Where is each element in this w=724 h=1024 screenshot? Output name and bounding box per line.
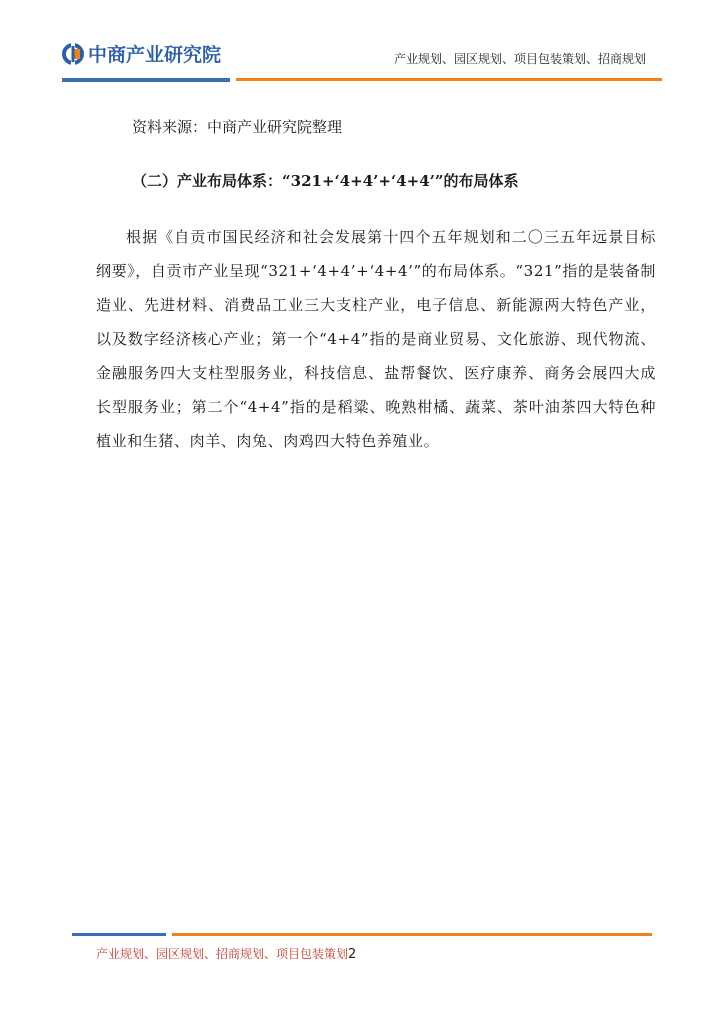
footer-text: 产业规划、园区规划、招商规划、项目包装策划	[96, 947, 349, 961]
section-heading: （二）产业布局体系：“321+‘4+4’+‘4+4’”的布局体系	[132, 172, 519, 190]
zhongshang-logo-icon	[62, 43, 84, 65]
brand-name: 中商产业研究院	[88, 44, 222, 66]
header-divider-orange	[236, 78, 662, 81]
document-body	[96, 106, 656, 458]
page-footer	[96, 945, 356, 962]
header-tagline: 产业规划、园区规划、项目包装策划、招商规划	[393, 52, 646, 66]
brand-logo	[62, 40, 221, 67]
source-note: 资料来源：中商产业研究院整理	[132, 118, 343, 136]
page-header	[0, 0, 724, 90]
footer-divider-orange	[172, 933, 652, 936]
page-number: 2	[348, 947, 357, 962]
footer-divider-blue	[72, 933, 166, 936]
header-divider-blue	[62, 78, 230, 82]
body-paragraph: 根据《自贡市国民经济和社会发展第十四个五年规划和二〇三五年远景目标纲要》，自贡市产业呈现“321+‘4+4’+‘4+4’”的布局体系。“321”指的是装备制造业、先进材料、消费品工业三大支柱产业，电子信息、新能源两大特色产业，以及数字经济核心产业；第一个“4+4”指的是商业贸易、文化旅游、现代物流、金融服务四大支柱型服务业，科技信息、盐帮餐饮、医疗康养、商务会展四大成长型服务业；第二个“4+4”指的是稻粱、晚熟柑橘、蔬菜、茶叶油茶四大特色种植业和生猪、肉羊、肉兔、肉鸡四大特色养殖业。	[96, 228, 656, 450]
